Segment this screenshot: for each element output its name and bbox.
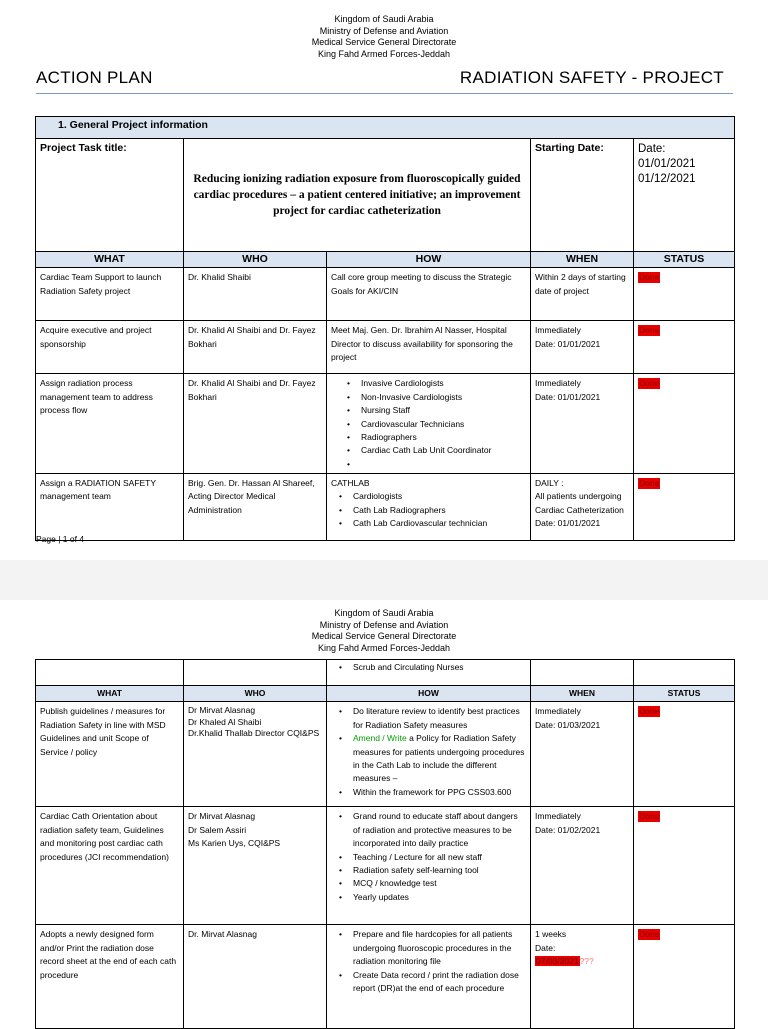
letterhead-line: Kingdom of Saudi Arabia: [334, 608, 434, 618]
who-line: Ms Karien Uys, CQI&PS: [188, 838, 281, 849]
date-label: Date:: [638, 143, 666, 155]
cell-who: Brig. Gen. Dr. Hassan Al Shareef, Acting Director Medical Administration: [184, 473, 327, 540]
cell-when: [531, 321, 634, 374]
letterhead-line: Kingdom of Saudi Arabia: [334, 14, 434, 24]
bullet-list: [331, 377, 526, 469]
date-cell: [634, 139, 735, 252]
letterhead-line: King Fahd Armed Forces-Jeddah: [317, 642, 451, 653]
col-what: WHAT: [36, 686, 184, 702]
cell-status: [634, 321, 735, 374]
col-what: WHAT: [36, 252, 184, 268]
list-item: • Nursing Staff: [361, 404, 526, 417]
doc-title-left: ACTION PLAN: [36, 68, 153, 87]
list-item: • Do literature review to identify best practices for Radiation Safety measures: [353, 705, 526, 732]
who-line: Dr.Khalid Thallab Director CQI&PS: [188, 728, 320, 739]
col-status: STATUS: [634, 686, 735, 702]
status-badge: Done: [639, 378, 660, 389]
status-badge: Done: [639, 325, 660, 336]
cell-status: [634, 660, 735, 686]
cell-when: [531, 702, 634, 807]
table-row: [36, 702, 735, 807]
project-task-label: Project Task title:: [36, 139, 184, 252]
who-line: Dr Mirvat Alasnag: [188, 705, 256, 716]
status-badge: Done: [639, 929, 660, 940]
when-line: Immediately: [535, 706, 581, 717]
table-row: [36, 473, 735, 540]
highlighted-date: 07/03/2021: [536, 956, 579, 967]
date-end: 01/12/2021: [638, 173, 696, 185]
list-item: • Prepare and file hardcopies for all patients undergoing fluoroscopic procedures in the radiation monitoring file: [353, 928, 526, 968]
status-badge: Done: [639, 272, 660, 283]
letterhead-line: Medical Service General Directorate: [311, 37, 457, 47]
action-plan-table-continued: [35, 659, 735, 1029]
list-item: • Radiographers: [361, 431, 526, 444]
list-item: • Cath Lab Cardiovascular technician: [353, 517, 526, 530]
list-item: • Non-Invasive Cardiologists: [361, 391, 526, 404]
cell-what: Adopts a newly designed form and/or Print the radiation dose record sheet at the end of each cath procedure: [36, 925, 184, 1029]
table-row: [36, 268, 735, 321]
cell-who: Dr. Khalid Al Shaibi and Dr. Fayez Bokhari: [184, 321, 327, 374]
cell-who: Dr. Khalid Shaibi: [184, 268, 327, 321]
cell-when: [531, 660, 634, 686]
list-item: [353, 732, 526, 786]
cell-when: Within 2 days of starting date of project: [531, 268, 634, 321]
list-item: • Create Data record / print the radiation dose report (DR)at the end of each procedure: [353, 969, 526, 996]
date-start: 01/01/2021: [638, 158, 696, 170]
col-when: WHEN: [531, 686, 634, 702]
letterhead-line: Ministry of Defense and Aviation: [319, 25, 449, 36]
when-line: Date: 01/02/2021: [535, 824, 601, 835]
bullet-list: [331, 928, 526, 995]
col-how: HOW: [327, 686, 531, 702]
cell-how: [327, 702, 531, 807]
cell-who: Dr. Mirvat Alasnag: [184, 925, 327, 1029]
when-line: Date: 01/03/2021: [535, 719, 601, 730]
highlight-text: Amend / Write: [353, 733, 407, 744]
cell-status: [634, 702, 735, 807]
cell-when: [531, 925, 634, 1029]
section-title: 1. General Project information: [36, 117, 735, 139]
list-item: • Cardiologists: [353, 490, 526, 503]
cell-how: [327, 473, 531, 540]
col-how: HOW: [327, 252, 531, 268]
when-line: Date: 01/01/2021: [535, 338, 601, 349]
col-who: WHO: [184, 252, 327, 268]
how-heading: CATHLAB: [331, 477, 370, 488]
when-line: Date: 01/01/2021: [535, 391, 601, 402]
list-item-text: a Policy for Radiation Safety measures for patients undergoing procedures in the Cath Lab to include the different measures –: [353, 733, 525, 784]
col-status: STATUS: [634, 252, 735, 268]
list-item: • Invasive Cardiologists: [361, 377, 526, 390]
cell-what: Cardiac Team Support to launch Radiation Safety project: [36, 268, 184, 321]
when-line: Immediately: [535, 325, 581, 336]
cell-who: [184, 660, 327, 686]
who-line: Dr Mirvat Alasnag: [188, 811, 256, 822]
letterhead: [0, 14, 768, 60]
page-gap: [0, 560, 768, 600]
cell-how: [327, 660, 531, 686]
cell-status: [634, 268, 735, 321]
title-rule: [36, 93, 733, 94]
date-uncertain-mark: ???: [579, 956, 594, 967]
cell-when: [531, 473, 634, 540]
when-line: Date:: [535, 942, 556, 953]
bullet-list: [331, 705, 526, 799]
when-line: Date: 01/01/2021: [535, 518, 601, 529]
table-row: [36, 807, 735, 925]
bullet-list: [331, 490, 526, 530]
bullet-list: [331, 661, 526, 674]
list-item: • Yearly updates: [353, 891, 526, 904]
starting-date-label: Starting Date:: [531, 139, 634, 252]
status-badge: Done: [639, 477, 660, 488]
cell-status: [634, 374, 735, 473]
col-when: WHEN: [531, 252, 634, 268]
cell-what: Assign radiation process management team to address process flow: [36, 374, 184, 473]
cell-who: Dr. Khalid Al Shaibi and Dr. Fayez Bokhari: [184, 374, 327, 473]
letterhead-line: Ministry of Defense and Aviation: [319, 619, 449, 630]
when-line: [535, 955, 629, 968]
col-who: WHO: [184, 686, 327, 702]
cell-who: [184, 702, 327, 807]
when-line: Immediately: [535, 811, 581, 822]
cell-what: Publish guidelines / measures for Radiation Safety in line with MSD Guidelines and unit Scope of Service / policy: [36, 702, 184, 807]
cell-what: [36, 660, 184, 686]
table-row: [36, 374, 735, 473]
cell-what: Acquire executive and project sponsorship: [36, 321, 184, 374]
letterhead-line: King Fahd Armed Forces-Jeddah: [317, 48, 451, 59]
list-item: • Scrub and Circulating Nurses: [353, 661, 526, 674]
list-item: • MCQ / knowledge test: [353, 877, 526, 890]
status-badge: Done: [639, 811, 660, 822]
cell-status: [634, 807, 735, 925]
letterhead-line: Medical Service General Directorate: [311, 631, 457, 641]
list-item: • Cardiovascular Technicians: [361, 418, 526, 431]
status-badge: Done: [639, 706, 660, 717]
when-line: DAILY :: [535, 477, 564, 488]
table-row: [36, 660, 735, 686]
when-line: Immediately: [535, 378, 581, 389]
cell-how: [327, 374, 531, 473]
list-item: • Teaching / Lecture for all new staff: [353, 851, 526, 864]
cell-who: [184, 807, 327, 925]
list-item: • Radiation safety self-learning tool: [353, 864, 526, 877]
list-item: • Cardiac Cath Lab Unit Coordinator: [361, 444, 526, 457]
list-item: [361, 458, 526, 470]
who-line: Dr Salem Assiri: [188, 824, 247, 835]
cell-how: Meet Maj. Gen. Dr. Ibrahim Al Nasser, Hospital Director to discuss availability for sponsoring the project: [327, 321, 531, 374]
doc-title-right: RADIATION SAFETY - PROJECT: [459, 68, 724, 87]
cell-status: [634, 925, 735, 1029]
when-line: All patients undergoing Cardiac Catheterization: [535, 491, 624, 515]
cell-what: Cardiac Cath Orientation about radiation safety team, Guidelines and monitoring post cardiac cath procedures (JCI recommendation): [36, 807, 184, 925]
bullet-list: [331, 810, 526, 904]
letterhead: [0, 608, 768, 654]
page-footer: Page | 1 of 4: [36, 534, 85, 544]
when-line: 1 weeks: [535, 929, 567, 940]
cell-how: [327, 925, 531, 1029]
cell-when: [531, 807, 634, 925]
cell-how: [327, 807, 531, 925]
cell-status: [634, 473, 735, 540]
cell-how: Call core group meeting to discuss the Strategic Goals for AKI/CIN: [327, 268, 531, 321]
cell-when: [531, 374, 634, 473]
action-plan-table: [35, 116, 735, 541]
project-task-title: Reducing ionizing radiation exposure from fluoroscopically guided cardiac procedures – a patient centered initiative; an improvement project for cardiac catheterization: [184, 139, 531, 252]
list-item: • Within the framework for PPG CSS03.600: [353, 786, 526, 799]
list-item: • Grand round to educate staff about dangers of radiation and protective measures to be incorporated into daily practice: [353, 810, 526, 850]
list-item: • Cath Lab Radiographers: [353, 504, 526, 517]
cell-what: Assign a RADIATION SAFETY management team: [36, 473, 184, 540]
table-row: [36, 925, 735, 1029]
who-line: Dr Khaled Al Shaibi: [188, 716, 262, 727]
table-row: [36, 321, 735, 374]
